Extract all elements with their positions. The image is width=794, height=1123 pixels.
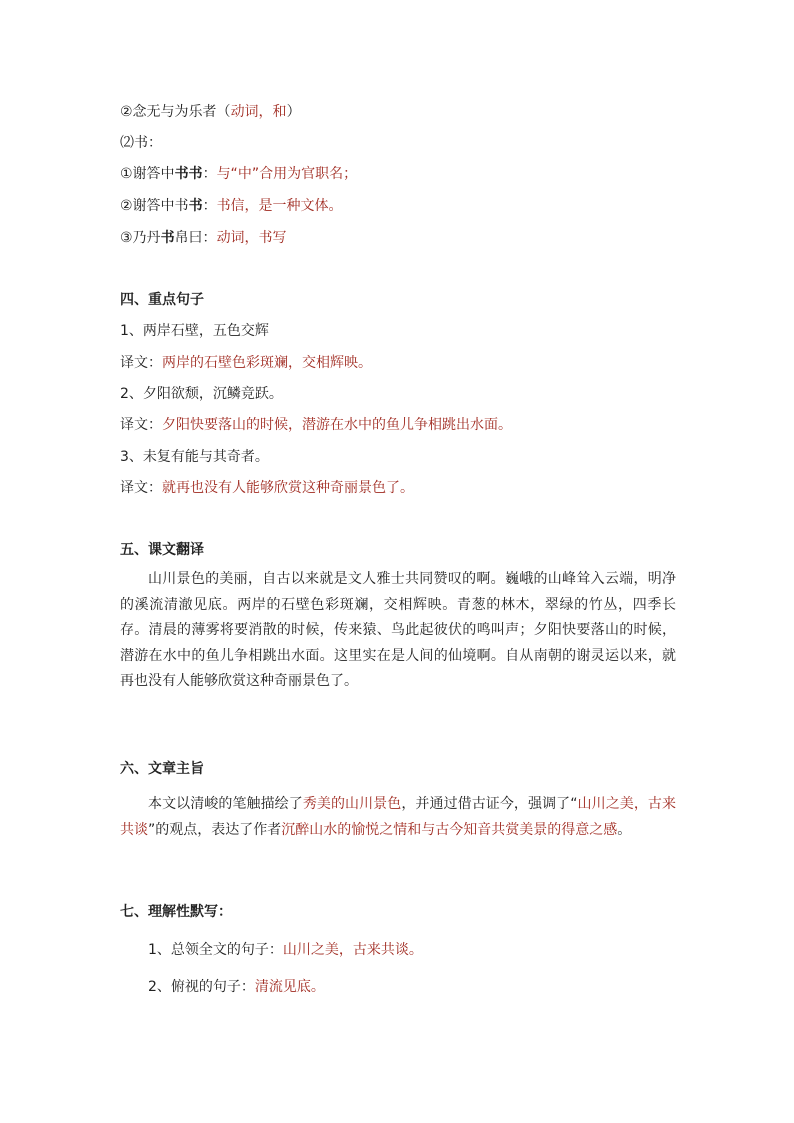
key-word: 书 <box>160 230 175 246</box>
key-sentence: 1、两岸石壁，五色交辉 <box>120 323 269 339</box>
key-word: 书 <box>188 198 203 214</box>
line-nian-wu <box>120 102 301 122</box>
translation-text: 夕阳快要落山的时候，潜游在水中的鱼儿争相跳出水面。 <box>162 417 512 433</box>
text-segment: ： <box>202 166 217 182</box>
answer: 山川之美，古来共谈。 <box>282 942 423 958</box>
line-shu-1 <box>120 164 357 184</box>
text-segment: ②谢答中书 <box>120 198 189 214</box>
answer: 清流见底。 <box>254 979 325 995</box>
text-segment: 帛曰： <box>174 230 217 246</box>
text-segment: ②念无与为乐者（ <box>120 104 231 120</box>
text-segment: 本文以清峻的笔触描绘了 <box>148 796 303 812</box>
question: 2、俯视的句子： <box>148 979 255 995</box>
key-sentence: 3、未复有能与其奇者。 <box>120 449 269 465</box>
theme-paragraph <box>120 792 676 843</box>
translation-label: 译文： <box>120 417 162 433</box>
text-segment: ： <box>202 198 217 214</box>
translation-line <box>120 415 512 435</box>
key-word: 书书 <box>174 166 203 182</box>
text-segment: ） <box>286 104 301 120</box>
key-sentence: 2、夕阳欲颓，沉鳞竞跃。 <box>120 386 283 402</box>
dictation-item <box>148 940 423 960</box>
section-heading-theme: 六、文章主旨 <box>120 761 204 777</box>
highlight: 沉醉山水的愉悦之情和与古今知音共赏美景的得意之感 <box>281 821 618 838</box>
line-shu-3 <box>120 228 287 248</box>
annotation: 动词，书写 <box>216 230 287 246</box>
question: 1、总领全文的句子： <box>148 942 283 958</box>
section-heading-dictation: 七、理解性默写： <box>120 904 232 920</box>
section-heading-translation: 五、课文翻译 <box>120 542 204 558</box>
translation-paragraph: 山川景色的美丽，自古以来就是文人雅士共同赞叹的啊。巍峨的山峰耸入云端，明净的溪流清澈见底。两岸的石壁色彩斑斓，交相辉映。青葱的林木，翠绿的竹丛，四季长存。清晨的薄雾将要消散的时候，传来猿、鸟此起彼伏的鸣叫声；夕阳快要落山的时候，潜游在水中的鱼儿争相跳出水面。这里实在是人间的仙境啊。自从南朝的谢灵运以来，就再也没有人能够欣赏这种奇丽景色了。 <box>120 571 676 689</box>
annotation: 书信，是一种文体。 <box>216 198 343 214</box>
highlight: 山川之美，古来共谈 <box>120 796 677 838</box>
line-shu-heading: ⑵书： <box>120 135 162 151</box>
section-heading-key-sentences: 四、重点句子 <box>120 292 204 308</box>
text-segment: 。 <box>617 821 632 838</box>
translation-text: 就再也没有人能够欣赏这种奇丽景色了。 <box>162 480 414 496</box>
highlight: 秀美的山川景色 <box>302 796 402 812</box>
translation-label: 译文： <box>120 480 162 496</box>
translation-label: 译文： <box>120 355 162 371</box>
translation-line <box>120 478 414 498</box>
text-segment: ，并通过借古证今，强调了“ <box>401 796 578 812</box>
line-shu-2 <box>120 196 343 216</box>
dictation-item <box>148 977 325 997</box>
annotation: 动词，和 <box>230 104 287 120</box>
translation-text: 两岸的石壁色彩斑斓，交相辉映。 <box>162 355 372 371</box>
translation-line <box>120 353 372 373</box>
annotation: 与“中”合用为官职名； <box>216 166 358 182</box>
text-segment: ”的观点，表达了作者 <box>148 821 282 838</box>
text-segment: ①谢答中 <box>120 166 175 182</box>
text-segment: ③乃丹 <box>120 230 161 246</box>
